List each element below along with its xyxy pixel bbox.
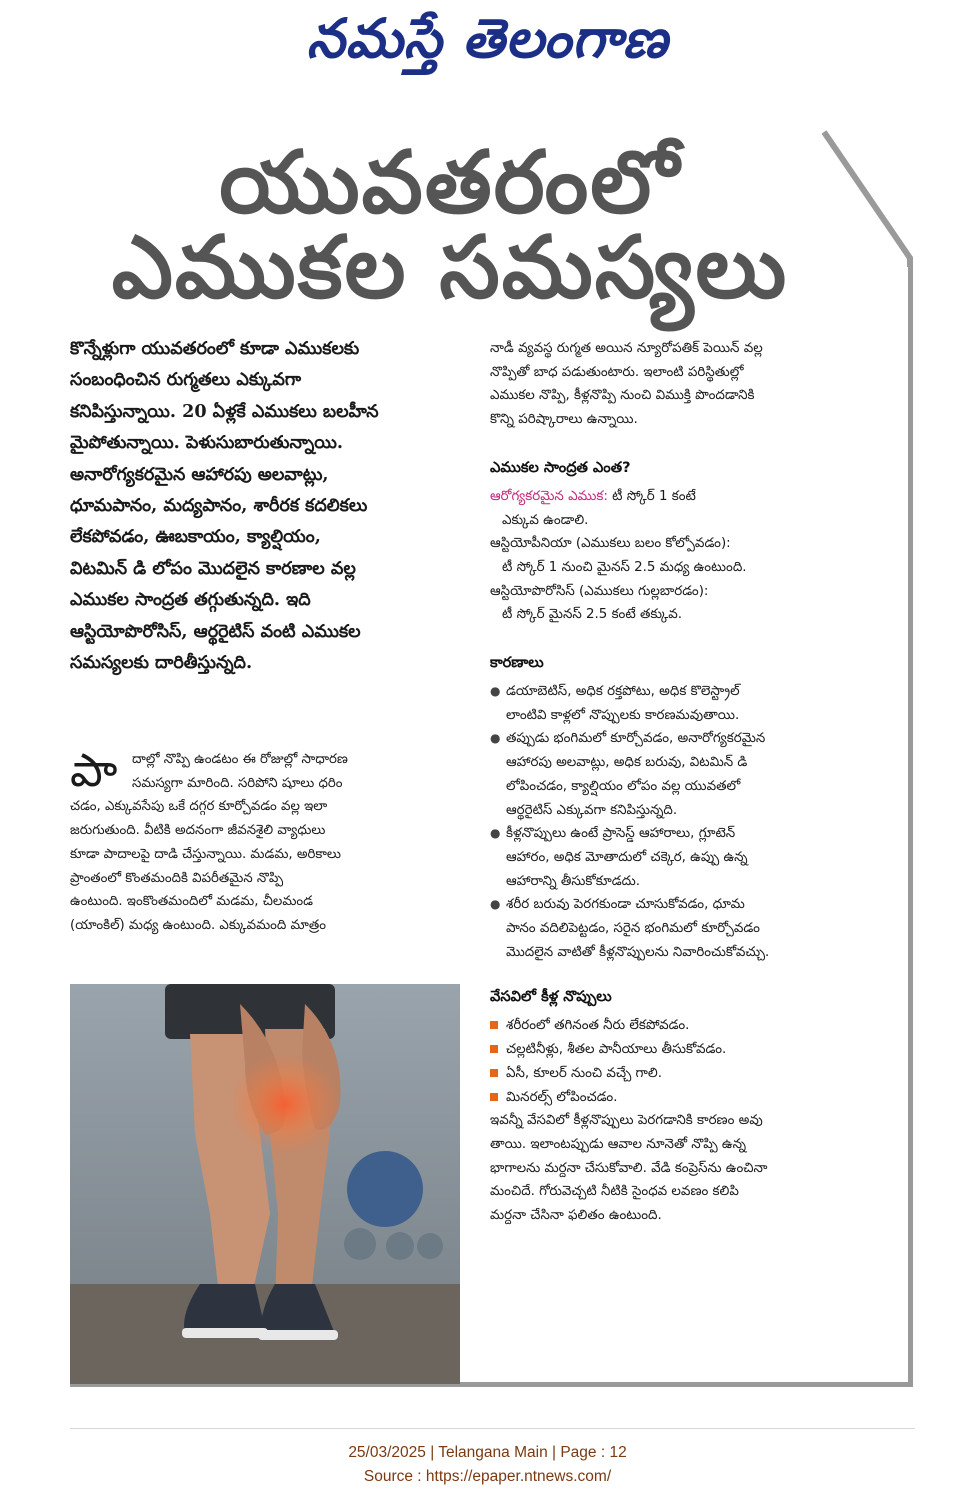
- summer-closing-line: తాయి. ఇలాంటప్పుడు ఆవాల నూనెతో నొప్పి ఉన్న: [490, 1136, 746, 1152]
- summer-item-text: శరీరంలో తగినంత నీరు లేకపోవడం.: [506, 1018, 690, 1034]
- density-value-line: ఎక్కువ ఉండాలి.: [502, 512, 589, 528]
- causes-list-item: [490, 680, 880, 727]
- bullet-square-icon: [490, 1038, 506, 1053]
- intro-line: విటమిన్ డి లోపం మొదలైన కారణాల వల్ల: [70, 557, 356, 579]
- causes-line: ఆహారాన్ని తీసుకోకూడదు.: [506, 873, 640, 889]
- causes-line: కీళ్లనొప్పులు ఉంటే ప్రాసెస్డ్ ఆహారాలు, గ్లూటెన్: [506, 826, 736, 842]
- summer-item-text: ఏసీ, కూలర్ నుంచి వచ్చే గాలి.: [506, 1065, 662, 1081]
- footer-edition-info: 25/03/2025 | Telangana Main | Page : 12: [348, 1444, 627, 1461]
- summer-closing-line: ఇవన్నీ వేసవిలో కీళ్లనొప్పులు పెరగడానికి కారణం అవు: [490, 1113, 763, 1129]
- knee-pain-photo: [70, 984, 460, 1384]
- masthead-logo: నమస్తే తెలంగాణ: [306, 6, 669, 70]
- frame-right-edge: [908, 265, 913, 1385]
- summer-list-item: [490, 1086, 880, 1110]
- intro-line: ధూమపానం, మద్యపానం, శారీరక కదలికలు: [70, 495, 368, 517]
- density-value-line: టీ స్కోర్ 1 నుంచి మైనస్ 2.5 మధ్య ఉంటుంది.: [502, 559, 747, 575]
- bullet-dot-icon: ●: [490, 826, 501, 841]
- causes-line: డయాబెటిస్, అధిక రక్తపోటు, అధిక కొలెస్ట్రాల్: [506, 684, 740, 700]
- summer-closing-line: మంచిదే. గోరువెచ్చటి నీటికి సైంధవ లవణం కలిపి: [490, 1184, 739, 1200]
- summer-item-text: మినరల్స్ లోపించడం.: [506, 1089, 618, 1105]
- intro-line: సంబంధించిన రుగ్మతలు ఎక్కువగా: [70, 369, 302, 391]
- bullet-square-icon: [490, 1062, 506, 1077]
- intro-line: మైపోతున్నాయి. పెళుసుబారుతున్నాయి.: [70, 432, 343, 454]
- summer-closing-line: మర్దనా చేసినా ఫలితం ఉంటుంది.: [490, 1208, 662, 1224]
- causes-section-title: కారణాలు: [490, 654, 544, 672]
- density-item-healthy: [490, 485, 880, 509]
- density-label: ఆస్టియోపొరోసిస్ (ఎముకలు గుల్లబారడం):: [490, 583, 709, 599]
- intro-line: సమస్యలకు దారితీస్తున్నది.: [70, 652, 253, 674]
- causes-line: ఆహారం, అధిక మోతాదులో చక్కెర, ఉప్పు ఉన్న: [506, 849, 748, 865]
- intro-line: కనిపిస్తున్నాయి. 20 ఏళ్లకే ఎముకలు బలహీన: [70, 400, 379, 422]
- intro-paragraph: [70, 333, 465, 678]
- bullet-dot-icon: ●: [490, 897, 501, 912]
- body-line: ఉంటుంది. ఇంకొంతమందిలో మడమ, చీలమండ: [70, 894, 313, 910]
- bullet-square-icon: [490, 1086, 506, 1101]
- body-line: ప్రాంతంలో కొంతమందికి విపరీతమైన నొప్పి: [70, 870, 284, 886]
- body-line: జరుగుతుంది. వీటికి అదనంగా జీవనశైలి వ్యాధులు: [70, 823, 326, 839]
- body-line: చడం, ఎక్కువసేపు ఒకే దగ్గర కూర్చోవడం వల్ల ఇలా: [70, 799, 328, 815]
- causes-line: లాంటివి కాళ్లలో నొప్పులకు కారణమవుతాయి.: [506, 707, 740, 723]
- causes-line: మొదలైన వాటితో కీళ్లనొప్పులను నివారించుకోవచ్చు.: [506, 944, 770, 960]
- bullet-dot-icon: ●: [490, 684, 501, 699]
- right-intro-line: కొన్ని పరిష్కారాలు ఉన్నాయి.: [490, 412, 638, 428]
- right-intro-line: నొప్పితో బాధ పడుతుంటారు. ఇలాంటి పరిస్థితుల్లో: [490, 364, 744, 380]
- density-label: ఆరోగ్యకరమైన ఎముక:: [490, 488, 608, 504]
- causes-line: శరీర బరువు పెరగకుండా చూసుకోవడం, ధూమ: [506, 897, 745, 913]
- footer-divider: [70, 1428, 915, 1429]
- density-label: ఆస్టియోపీనియా (ఎముకలు బలం కోల్పోవడం):: [490, 536, 731, 552]
- right-intro-line: నాడీ వ్యవస్థ రుగ్మత అయిన న్యూరోపతిక్ పెయిన్ వల్ల: [490, 341, 763, 356]
- drop-cap: పా: [70, 743, 118, 797]
- body-line: దాల్లో నొప్పి ఉండటం ఈ రోజుల్లో సాధారణ: [132, 752, 348, 767]
- right-column: [490, 337, 880, 1228]
- body-line: కూడా పాదాలపై దాడి చేస్తున్నాయి. మడమ, అరికాలు: [70, 846, 341, 862]
- causes-line: లోపించడం, క్యాల్షియం లోపం వల్ల యువతలో: [506, 778, 741, 794]
- causes-line: పానం వదిలిపెట్టడం, సరైన భంగిమలో కూర్చోవడం: [506, 921, 760, 937]
- summer-closing-line: భాగాలను మర్దనా చేసుకోవాలి. వేడి కంప్రెస్‌ను ఉంచినా: [490, 1160, 768, 1176]
- bullet-square-icon: [490, 1014, 506, 1029]
- causes-line: ఆర్థరైటిస్ ఎక్కువగా కనిపిస్తున్నది.: [506, 802, 678, 818]
- bullet-dot-icon: ●: [490, 731, 501, 746]
- intro-line: కొన్నేళ్లుగా యువతరంలో కూడా ఎముకలకు: [70, 338, 360, 359]
- density-value: టీ స్కోర్ 1 కంటే: [607, 488, 696, 504]
- summer-item-text: చల్లటినీళ్లు, శీతల పానీయాలు తీసుకోవడం.: [506, 1042, 727, 1058]
- headline-line-1: యువతరంలో: [219, 133, 681, 233]
- causes-list-item: [490, 822, 880, 893]
- intro-line: ఆస్టియోపొరోసిస్, ఆర్థరైటిస్ వంటి ఎముకల: [70, 620, 361, 642]
- causes-list-item: [490, 727, 880, 822]
- body-line: (యాంకిల్) మధ్య ఉంటుంది. ఎక్కువమంది మాత్రం: [70, 917, 326, 933]
- footer-source-link[interactable]: Source : https://epaper.ntnews.com/: [363, 1468, 612, 1485]
- density-section-title: ఎముకల సాంద్రత ఎంత?: [490, 458, 631, 476]
- summer-list-item: [490, 1038, 880, 1062]
- causes-list-item: [490, 893, 880, 964]
- intro-line: అనారోగ్యకరమైన ఆహారపు అలవాట్లు,: [70, 463, 329, 485]
- intro-line: ఎముకల సాంద్రత తగ్గుతున్నది. ఇది: [70, 589, 311, 611]
- summer-list-item: [490, 1062, 880, 1086]
- summer-list-item: [490, 1014, 880, 1038]
- density-value-line: టీ స్కోర్ మైనస్ 2.5 కంటే తక్కువ.: [502, 607, 683, 623]
- causes-line: తప్పుడు భంగిమలో కూర్చోవడం, అనారోగ్యకరమైన: [506, 731, 766, 747]
- right-intro-line: ఎముకల నొప్పి, కీళ్లనొప్పి నుంచి విముక్తి పొందడానికి: [490, 388, 755, 404]
- causes-line: ఆహారపు అలవాట్లు, అధిక బరువు, విటమిన్ డి: [506, 755, 748, 771]
- body-paragraph: [70, 748, 465, 938]
- intro-line: లేకపోవడం, ఊబకాయం, క్యాల్షియం,: [70, 526, 321, 548]
- summer-section-title: వేసవిలో కీళ్ల నొప్పులు: [490, 988, 612, 1006]
- body-line: సమస్యగా మారింది. సరిపోని షూలు ధరిం: [132, 775, 343, 791]
- headline-line-2: ఎముకల సమస్యలు: [111, 218, 789, 318]
